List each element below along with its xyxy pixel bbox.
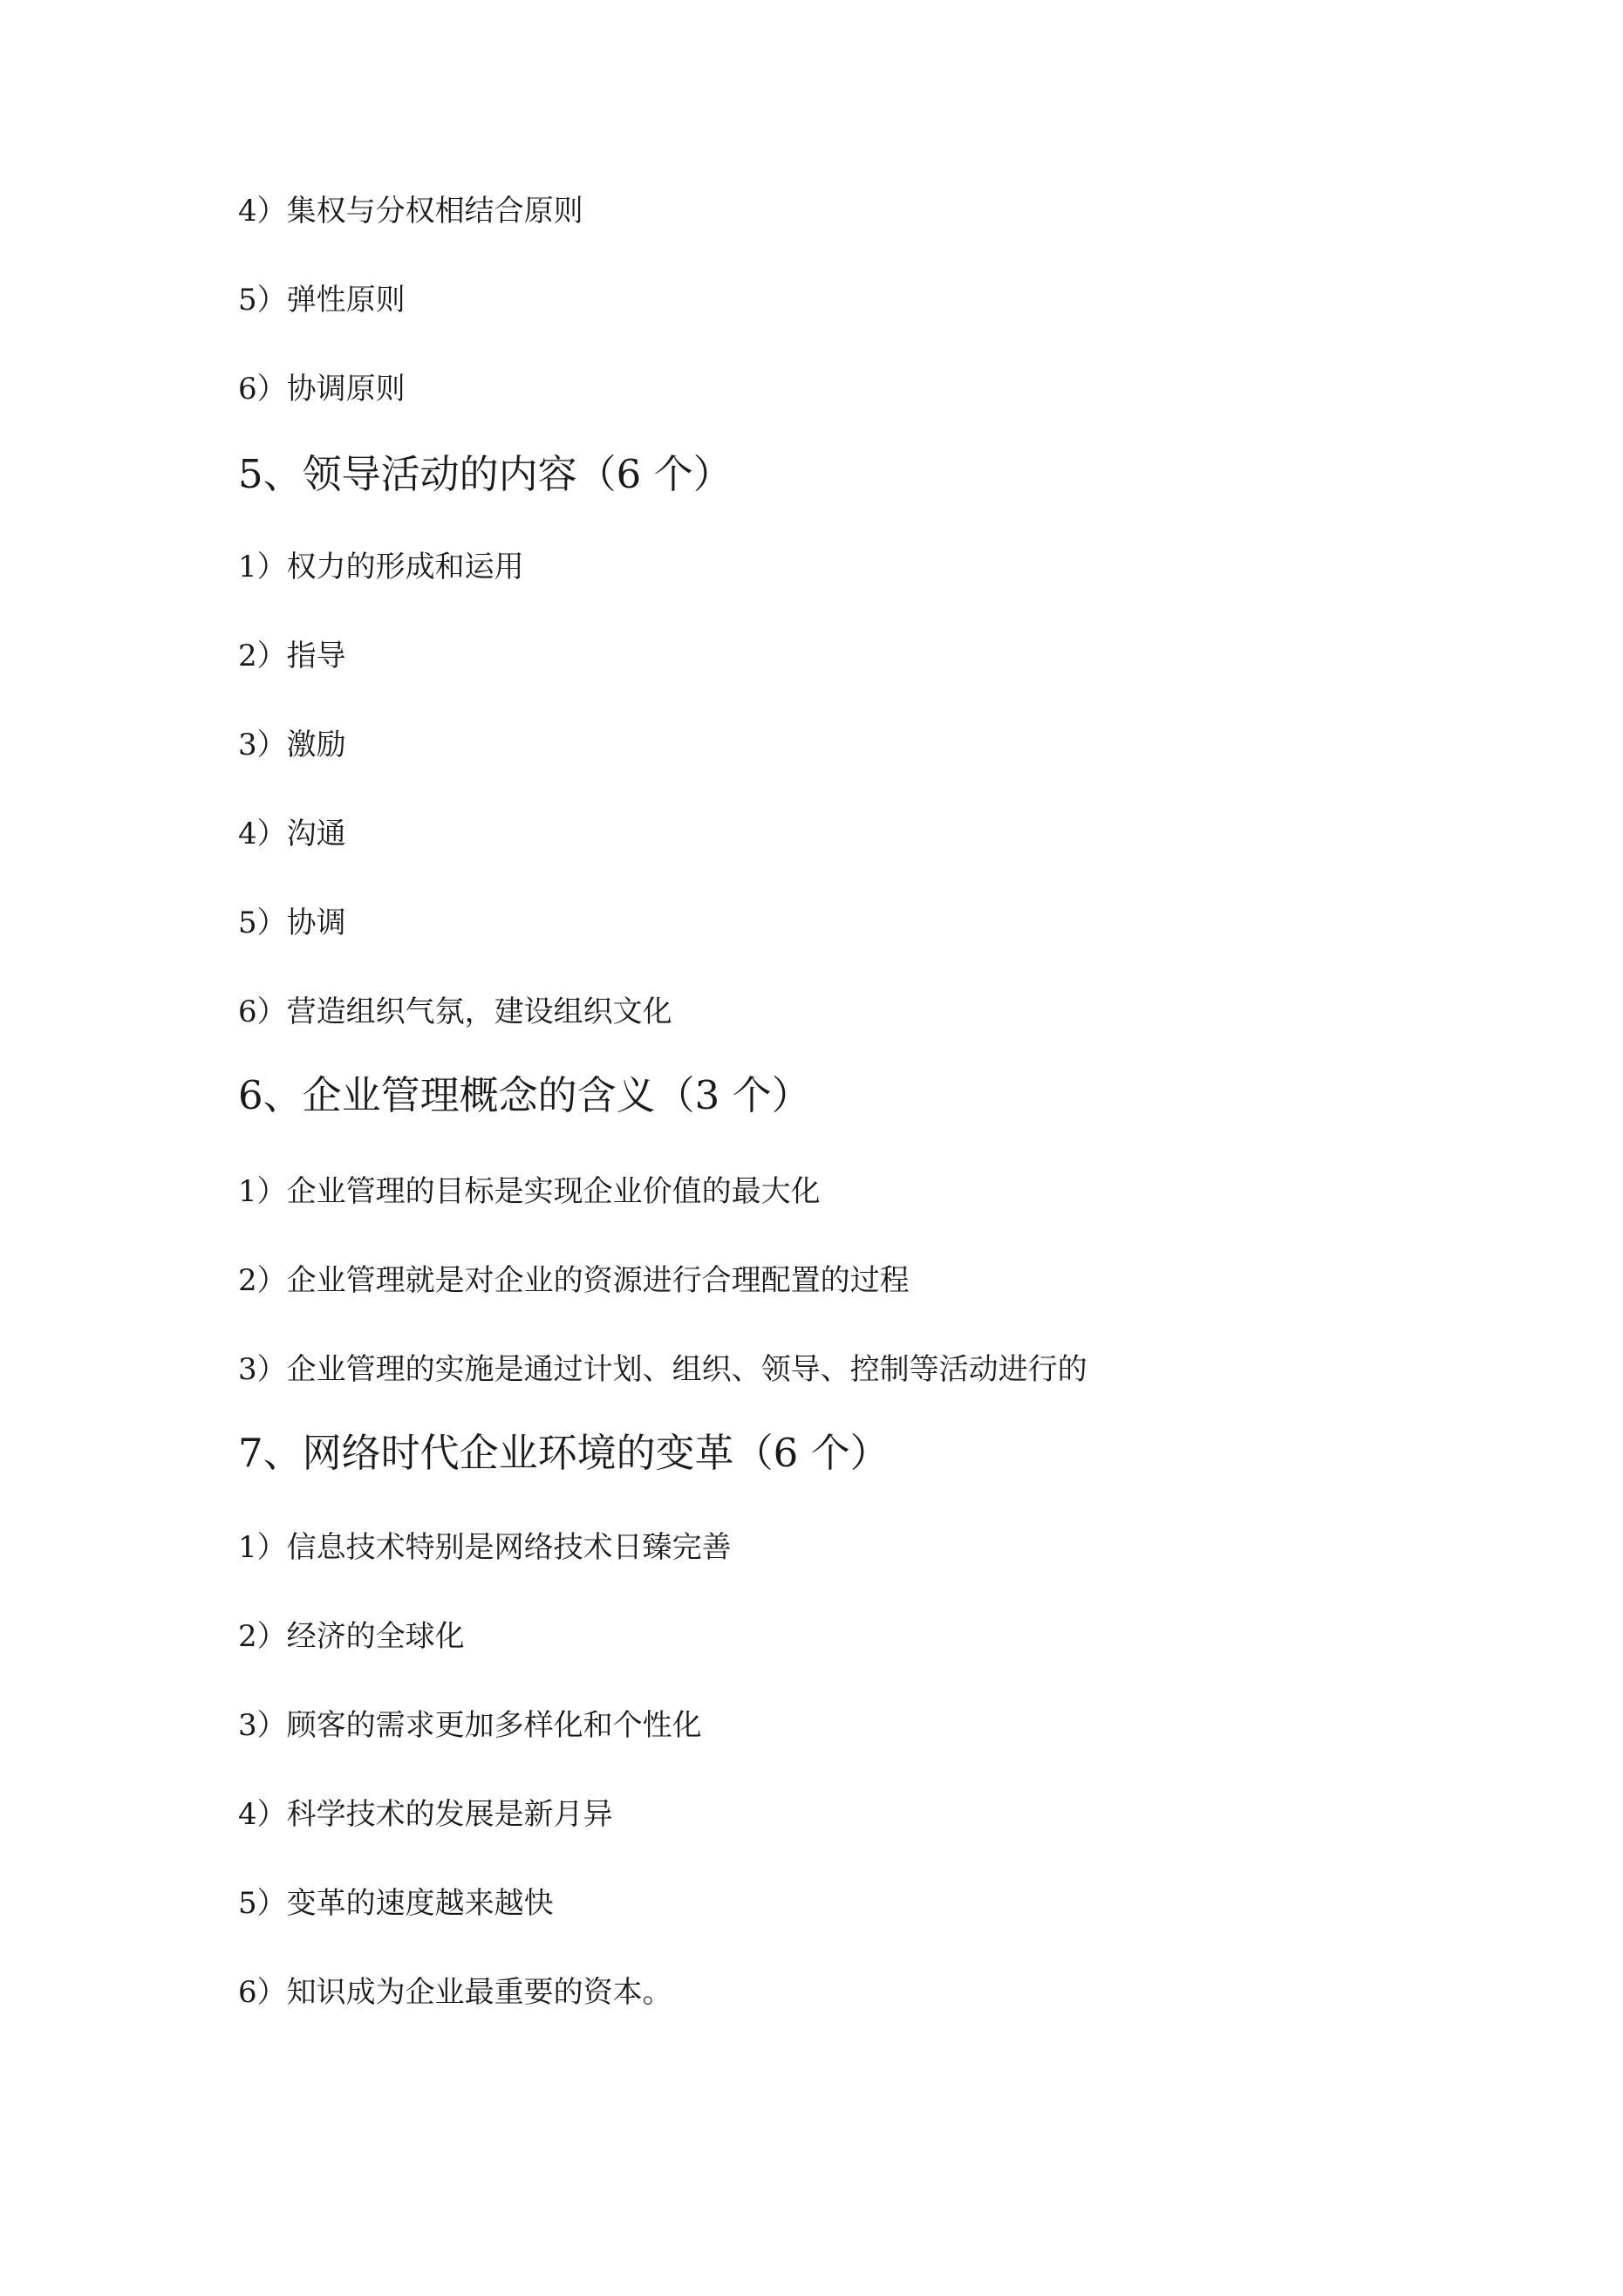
list-item: 6）知识成为企业最重要的资本。 (238, 1975, 672, 2010)
section-heading: 7、网络时代企业环境的变革（6 个） (238, 1430, 890, 1476)
list-item: 4）沟通 (238, 817, 346, 851)
list-item: 6）协调原则 (238, 372, 406, 407)
list-item: 3）激励 (238, 728, 346, 762)
section-heading: 6、企业管理概念的含义（3 个） (238, 1072, 811, 1118)
list-item: 2）指导 (238, 639, 346, 673)
list-item: 1）信息技术特别是网络技术日臻完善 (238, 1530, 732, 1565)
list-item: 5）变革的速度越来越快 (238, 1886, 554, 1921)
list-item: 4）科学技术的发展是新月异 (238, 1797, 613, 1832)
list-item: 3）顾客的需求更加多样化和个性化 (238, 1708, 702, 1743)
list-item: 2）经济的全球化 (238, 1619, 465, 1654)
list-item: 1）权力的形成和运用 (238, 550, 524, 584)
list-item: 5）弹性原则 (238, 283, 406, 318)
list-item: 3）企业管理的实施是通过计划、组织、领导、控制等活动进行的 (238, 1352, 1088, 1387)
list-item: 4）集权与分权相结合原则 (238, 194, 583, 229)
list-item: 5）协调 (238, 905, 346, 940)
list-item: 2）企业管理就是对企业的资源进行合理配置的过程 (238, 1263, 910, 1298)
list-item: 1）企业管理的目标是实现企业价值的最大化 (238, 1174, 821, 1209)
list-item: 6）营造组织气氛，建设组织文化 (238, 994, 672, 1029)
section-heading: 5、领导活动的内容（6 个） (238, 451, 733, 497)
